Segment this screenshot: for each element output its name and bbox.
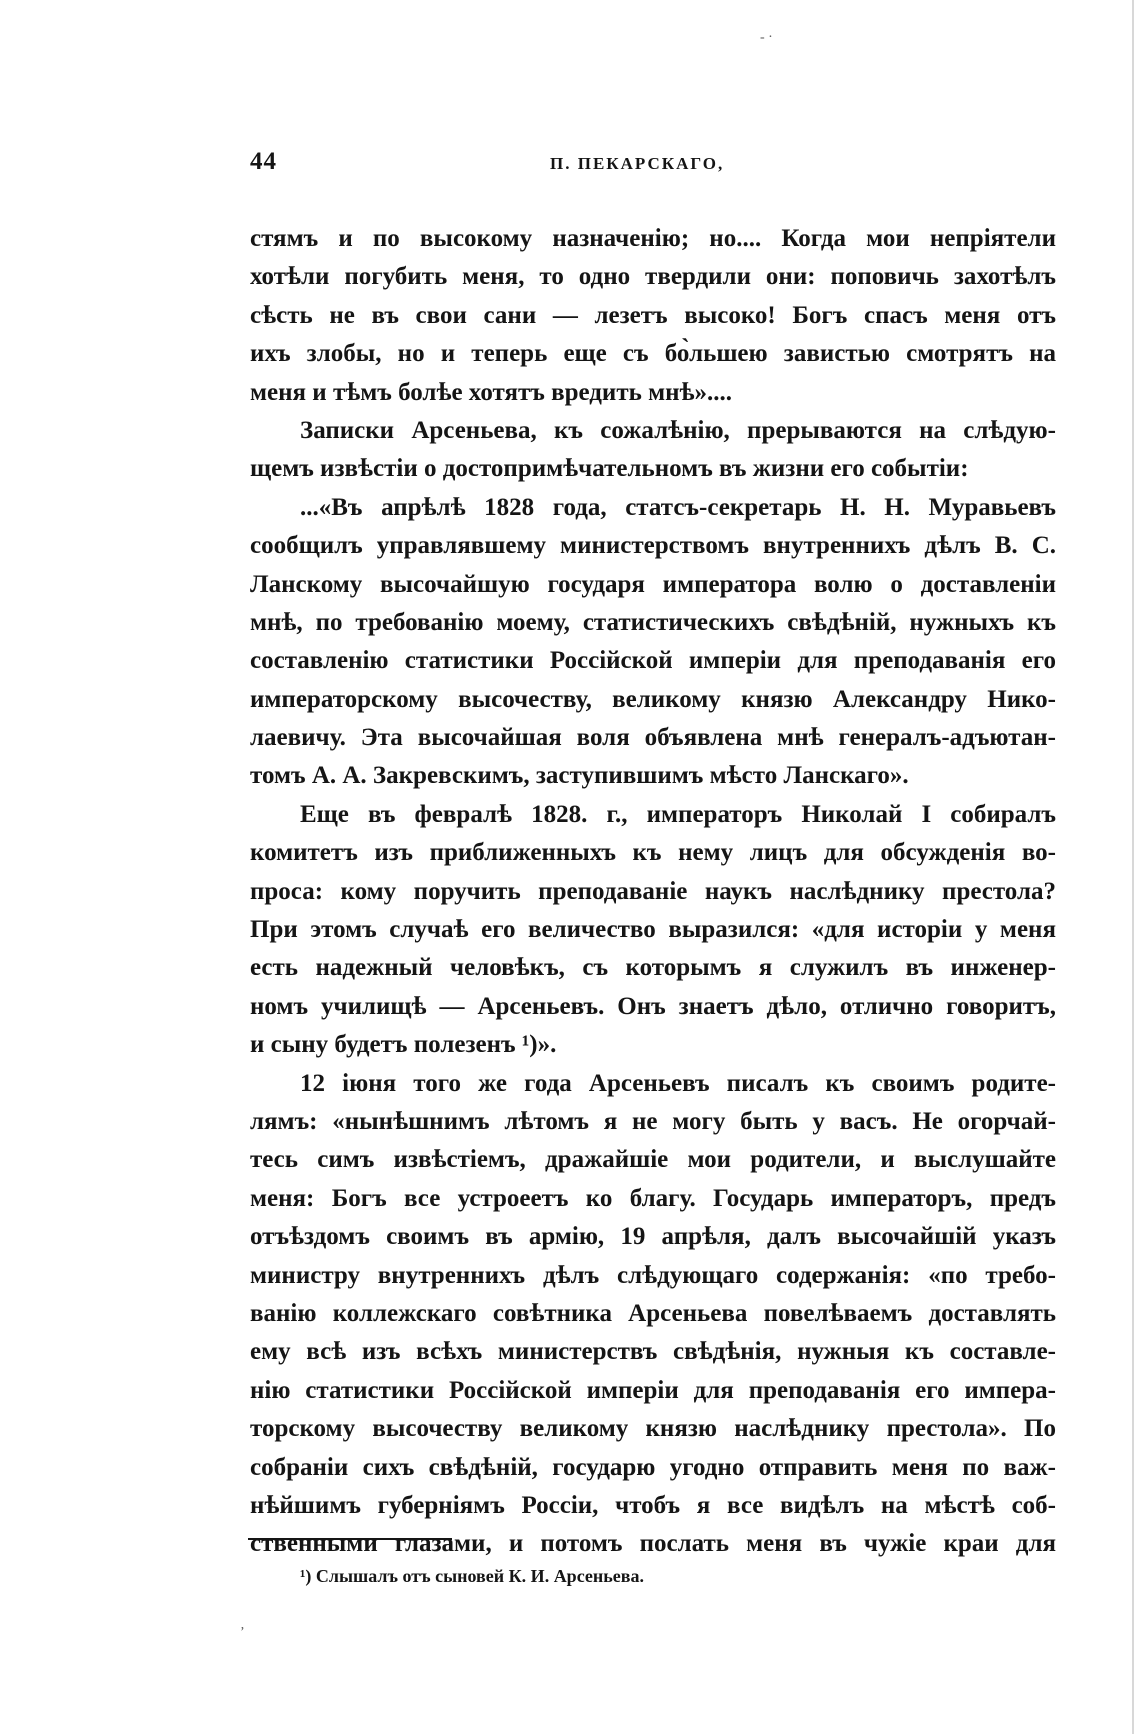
footnote-rule xyxy=(248,1538,452,1540)
footnote: ¹) Слышалъ отъ сыновей К. И. Арсеньева. xyxy=(300,1566,644,1586)
text-line: номъ училищѣ — Арсеньевъ. Онъ знаетъ дѣло, отлично говоритъ, xyxy=(250,992,1056,1020)
text-line: нѣйшимъ губерніямъ Россіи, чтобъ я все видѣлъ на мѣстѣ соб- xyxy=(250,1491,1056,1519)
text-line: томъ А. А. Закревскимъ, заступившимъ мѣсто Ланскаго». xyxy=(250,762,909,790)
text-line: Записки Арсеньева, къ сожалѣнію, прерываются на слѣдую- xyxy=(300,416,1056,444)
text-line: меня и тѣмъ болѣе хотятъ вредить мнѣ».... xyxy=(250,378,733,406)
page-header xyxy=(250,148,794,188)
text-line: 12 іюня того же года Арсеньевъ писалъ къ своимъ родите- xyxy=(300,1069,1056,1097)
text-line: составленію статистики Россійской имперіи для преподаванія его xyxy=(250,647,1056,675)
text-line: стямъ и по высокому назначенію; но.... Когда мои непріятели xyxy=(250,225,1056,252)
text-line: ему всѣ изъ всѣхъ министерствъ свѣдѣнія, нужныя къ составле- xyxy=(250,1338,1056,1366)
text-line: и сыну будетъ полезенъ ¹)». xyxy=(250,1031,557,1059)
text-line: Еще въ февралѣ 1828. г., императоръ Николай I собиралъ xyxy=(300,800,1056,828)
text-line: Ланскому высочайшую государя императора волю о доставленіи xyxy=(250,570,1056,598)
text-line: мнѣ, по требованію моему, статистическихъ свѣдѣній, нужныхъ къ xyxy=(250,608,1056,636)
text-line: меня: Богъ все устроеетъ ко благу. Государь императоръ, предъ xyxy=(250,1184,1056,1212)
text-line: ...«Въ апрѣлѣ 1828 года, статсъ-секретарь Н. Н. Муравьевъ xyxy=(300,493,1056,521)
text-line: ихъ злобы, но и теперь еще съ бо̀льшею завистью смотрятъ на xyxy=(250,340,1056,368)
stray-mark: ʼ xyxy=(240,1625,245,1640)
text-line: тесь симъ извѣстіемъ, дражайшіе мои родители, и выслушайте xyxy=(250,1146,1056,1174)
text-line: комитетъ изъ приближенныхъ къ нему лицъ для обсужденія во- xyxy=(250,839,1056,867)
text-line: собраніи сихъ свѣдѣній, государю угодно отправить меня по важ- xyxy=(250,1453,1056,1481)
body-text xyxy=(250,220,1056,1564)
page-edge-line xyxy=(1132,0,1134,1734)
page-number: 44 xyxy=(250,148,277,175)
text-line: есть надежный человѣкъ, съ которымъ я служилъ въ инженер- xyxy=(250,954,1056,982)
text-line: сѣсть не въ свои сани — лезетъ высоко! Богъ спасъ меня отъ xyxy=(250,301,1056,329)
text-line: щемъ извѣстіи о достопримѣчательномъ въ жизни его событіи: xyxy=(250,455,969,483)
running-head: П. ПЕКАРСКАГО, xyxy=(550,154,725,173)
text-line: министру внутреннихъ дѣлъ слѣдующаго содержанія: «по требо- xyxy=(250,1261,1056,1289)
text-line: ственными глазами, и потомъ послать меня въ чужіе краи для xyxy=(250,1530,1056,1558)
text-line: проса: кому поручить преподаваніе наукъ наслѣднику престола? xyxy=(250,877,1056,905)
stray-mark: ‐ · xyxy=(760,30,773,45)
text-line: отъѣздомъ своимъ въ армію, 19 апрѣля, далъ высочайшій указъ xyxy=(250,1223,1056,1251)
text-line: нію статистики Россійской имперіи для преподаванія его импера- xyxy=(250,1376,1056,1404)
text-line: ванію коллежскаго совѣтника Арсеньева повелѣваемъ доставлять xyxy=(250,1299,1056,1327)
text-line: хотѣли погубить меня, то одно твердили они: поповичь захотѣлъ xyxy=(250,263,1056,291)
text-line: торскому высочеству великому князю наслѣднику престола». По xyxy=(250,1415,1056,1443)
text-line: лямъ: «нынѣшнимъ лѣтомъ я не могу быть у васъ. Не огорчай- xyxy=(250,1107,1056,1135)
text-line: При этомъ случаѣ его величество выразился: «для исторіи у меня xyxy=(250,916,1056,944)
text-line: сообщилъ управлявшему министерствомъ внутреннихъ дѣлъ В. С. xyxy=(250,532,1056,560)
text-line: лаевичу. Эта высочайшая воля объявлена мнѣ генералъ-адъютан- xyxy=(250,724,1056,752)
text-line: императорскому высочеству, великому князю Александру Нико- xyxy=(250,685,1056,713)
